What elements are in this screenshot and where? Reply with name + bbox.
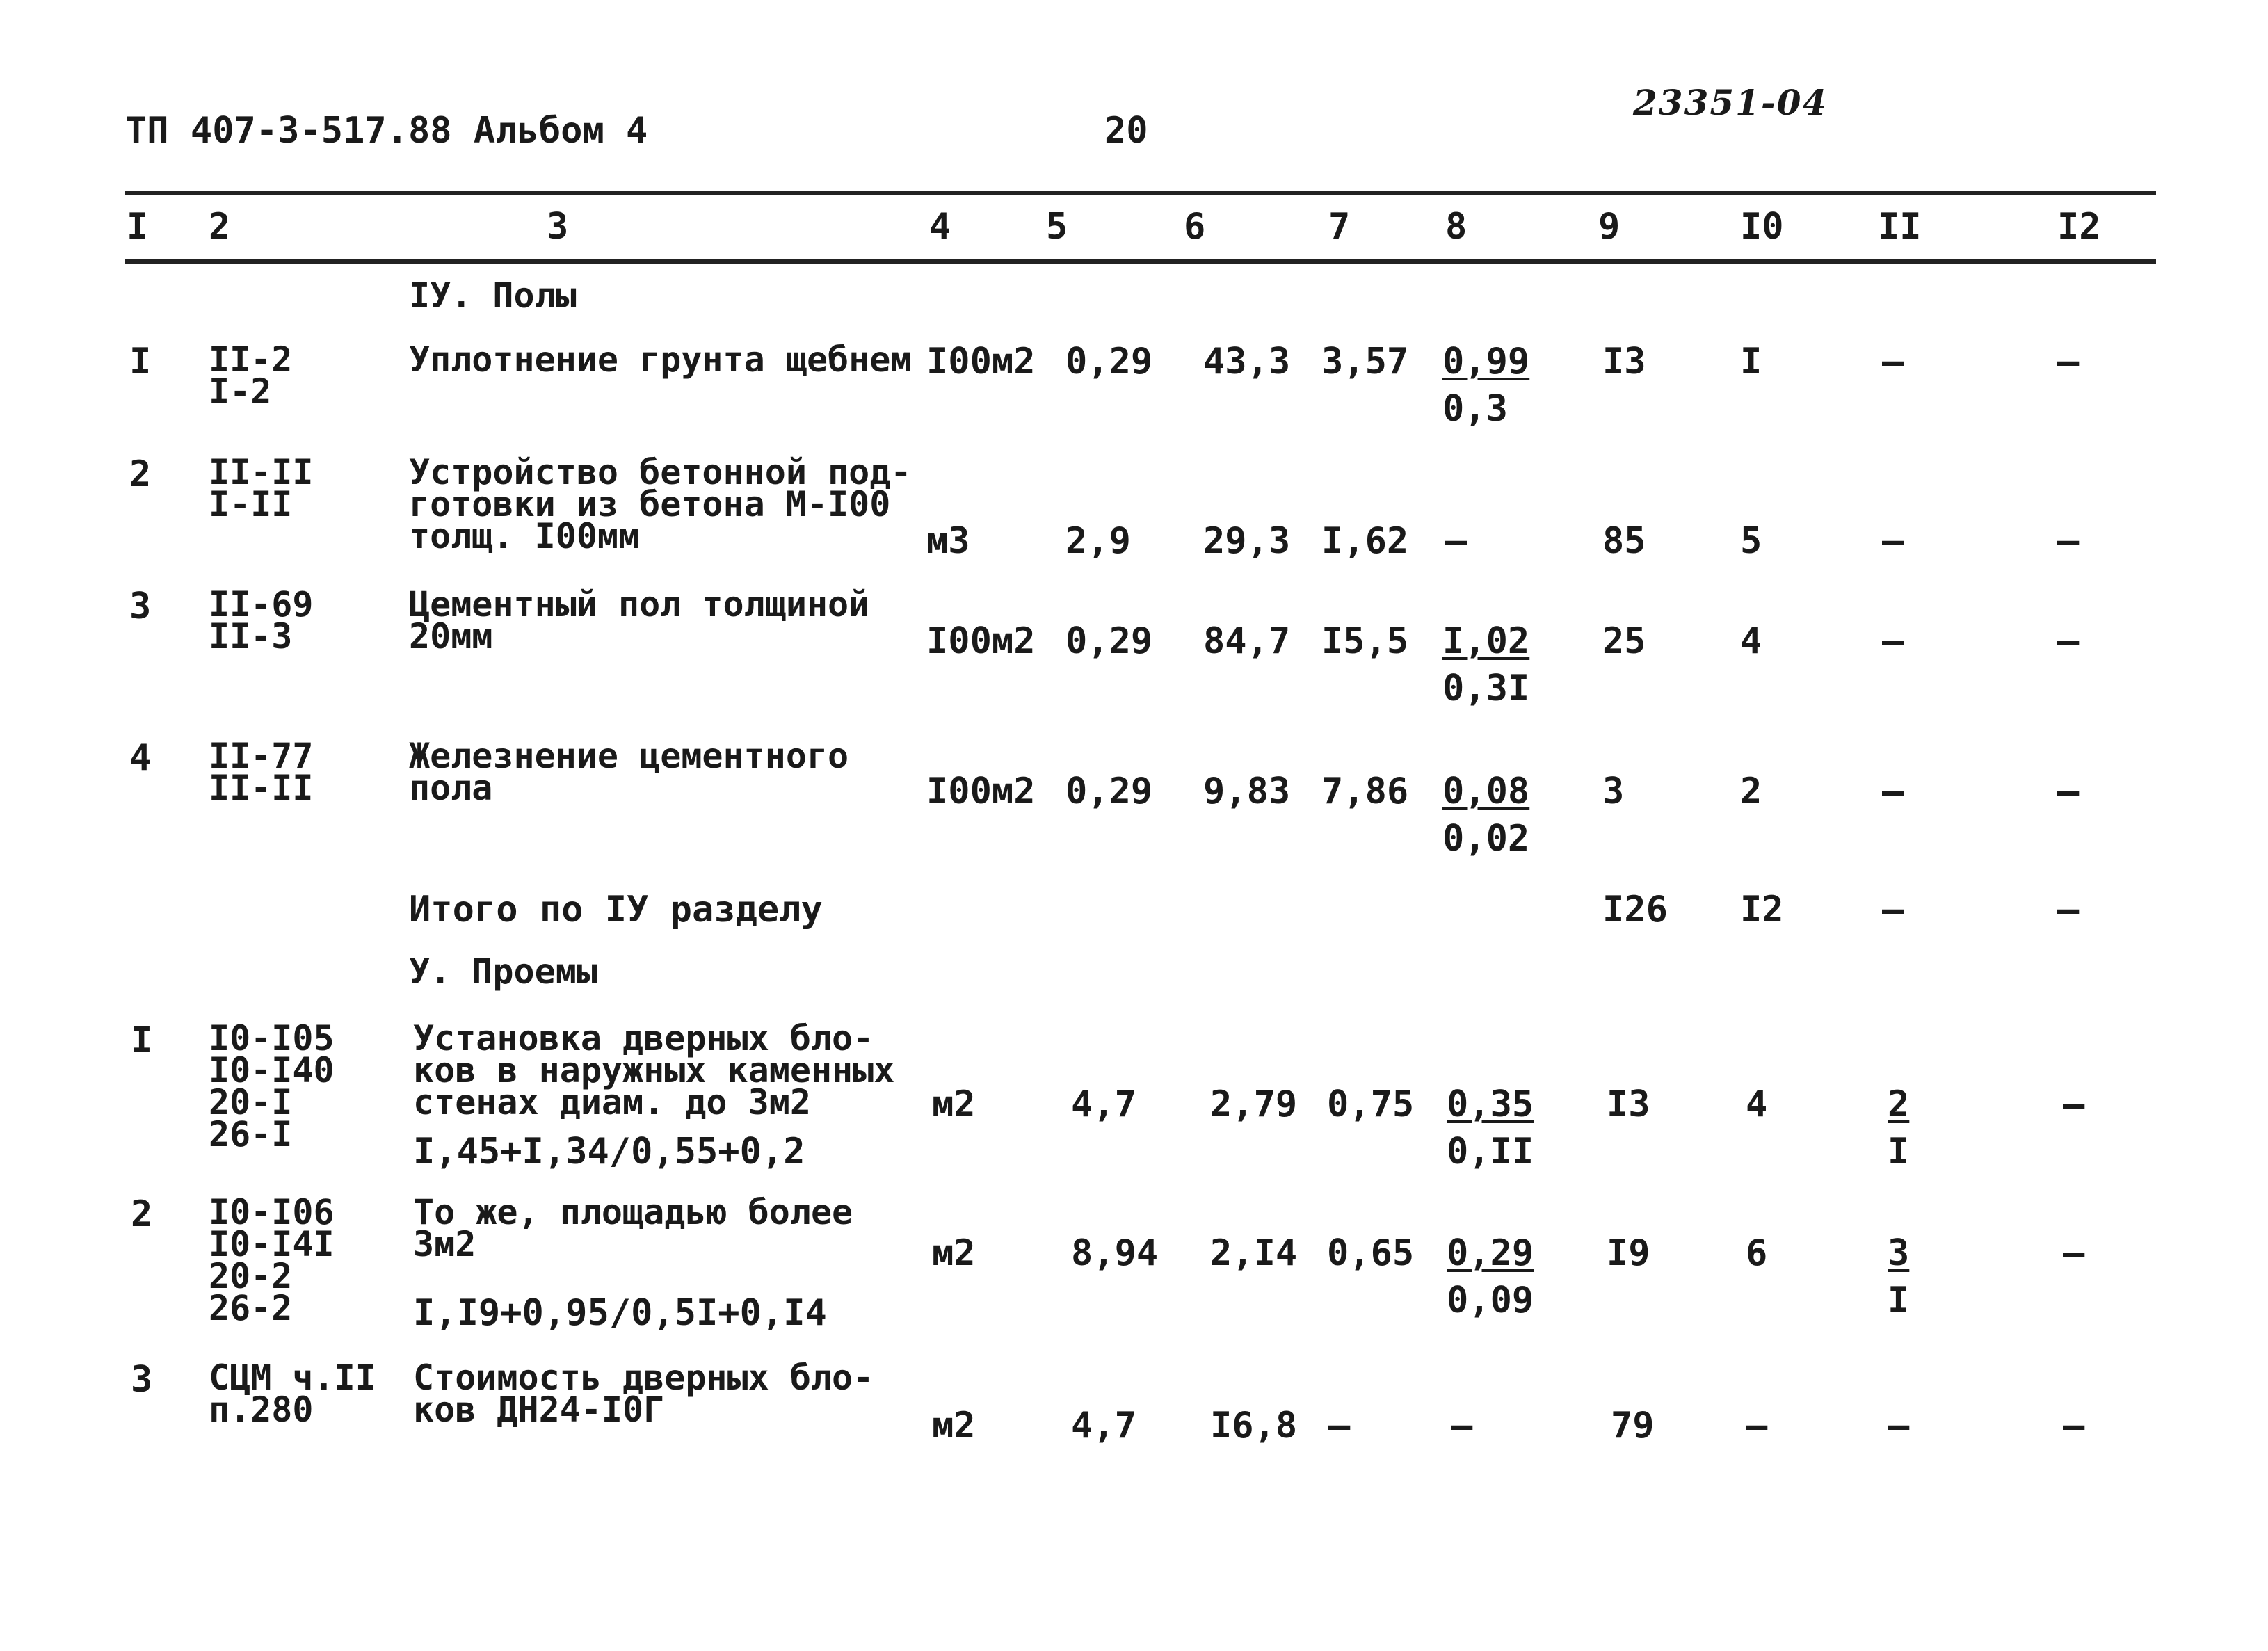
col-header-8: 8: [1445, 206, 1467, 248]
row-quantity: 2,9: [1065, 520, 1131, 562]
row-col9: 85: [1602, 520, 1646, 562]
row-unit: м2: [932, 1084, 976, 1125]
row-col8-fraction: $\frac{0,35}{0,II}$: [1447, 1084, 1534, 1173]
col-header-4: 4: [929, 206, 951, 248]
doc-code: ТП 407-3-517.88 Альбом 4: [125, 110, 648, 152]
row-col10: –: [1746, 1405, 1768, 1447]
row-col10: 2: [1740, 771, 1762, 812]
row-col10: I: [1740, 341, 1762, 382]
row-number: I: [129, 341, 152, 382]
row-col9: 3: [1602, 771, 1625, 812]
row-formula: I,I9+0,95/0,5I+0,I4: [413, 1292, 827, 1334]
total-col11: –: [1882, 889, 1904, 931]
row-col7: 0,65: [1327, 1232, 1415, 1274]
row-codes: II-69 II-3: [209, 584, 314, 657]
row-col6: 2,79: [1210, 1084, 1298, 1125]
row-col6: 43,3: [1203, 341, 1291, 382]
row-col12: –: [2063, 1084, 2085, 1125]
row-col11: –: [1882, 620, 1904, 662]
row-col12: –: [2057, 620, 2080, 662]
total-col10: I2: [1740, 889, 1784, 931]
row-quantity: 0,29: [1065, 341, 1153, 382]
col-header-3: 3: [547, 206, 569, 248]
col-header-10: I0: [1740, 206, 1784, 248]
row-col12: –: [2063, 1405, 2085, 1447]
row-number: 2: [129, 453, 152, 495]
row-codes: II-2 I-2: [209, 339, 293, 412]
row-col6: 29,3: [1203, 520, 1291, 562]
page-number: 20: [1104, 110, 1148, 152]
row-col8: –: [1445, 520, 1467, 562]
row-col11-fraction: $\frac{2}{I}$: [1888, 1084, 1910, 1173]
row-col12: –: [2057, 341, 2080, 382]
col-header-11: II: [1878, 206, 1922, 248]
row-unit: м2: [932, 1405, 976, 1447]
row-number: 4: [129, 737, 152, 779]
row-col8-fraction: $\frac{0,29}{0,09}$: [1447, 1232, 1534, 1321]
row-description: Железнение цементного пола: [409, 736, 849, 808]
row-quantity: 4,7: [1071, 1084, 1136, 1125]
col-header-2: 2: [209, 206, 231, 248]
row-col12: –: [2057, 520, 2080, 562]
row-col11-fraction: $\frac{3}{I}$: [1888, 1232, 1910, 1321]
row-col9: 79: [1611, 1405, 1655, 1447]
total-col9: I26: [1602, 889, 1668, 931]
row-col6: I6,8: [1210, 1405, 1298, 1447]
row-unit: м3: [926, 520, 970, 562]
row-col6: 2,I4: [1210, 1232, 1298, 1274]
row-col9: I3: [1607, 1084, 1650, 1125]
col-header-6: 6: [1184, 206, 1206, 248]
row-col11: –: [1888, 1405, 1910, 1447]
col-header-7: 7: [1328, 206, 1351, 248]
row-col7: I,62: [1321, 520, 1409, 562]
row-unit: I00м2: [926, 620, 1036, 662]
row-col9: I9: [1607, 1232, 1650, 1274]
row-quantity: 0,29: [1065, 771, 1153, 812]
table-header-rule: [125, 259, 2156, 264]
row-col8-fraction: $\frac{I,02}{0,3I}$: [1442, 620, 1530, 709]
row-col11: –: [1882, 520, 1904, 562]
row-col12: –: [2063, 1232, 2085, 1274]
row-col7: I5,5: [1321, 620, 1409, 662]
col-header-9: 9: [1598, 206, 1620, 248]
row-codes: II-77 II-II: [209, 736, 314, 808]
row-description: Цементный пол толщиной 20мм: [409, 584, 870, 657]
row-description: То же, площадью более 3м2: [413, 1192, 853, 1264]
handwritten-reference: 23351-04: [1633, 82, 1828, 123]
row-col10: 5: [1740, 520, 1762, 562]
section-title: IУ. Полы: [409, 275, 577, 316]
row-quantity: 8,94: [1071, 1232, 1159, 1274]
row-unit: I00м2: [926, 341, 1036, 382]
section-title: У. Проемы: [409, 951, 597, 992]
row-col7: 3,57: [1321, 341, 1409, 382]
row-col10: 6: [1746, 1232, 1768, 1274]
row-number: 3: [131, 1359, 153, 1401]
col-header-12: I2: [2057, 206, 2101, 248]
row-description: Уплотнение грунта щебнем: [409, 339, 912, 380]
row-col12: –: [2057, 771, 2080, 812]
col-header-1: I: [127, 206, 149, 248]
row-quantity: 4,7: [1071, 1405, 1136, 1447]
row-col7: –: [1328, 1405, 1351, 1447]
row-codes: I0-I05 I0-I40 20-I 26-I: [209, 1018, 335, 1154]
row-unit: м2: [932, 1232, 976, 1274]
row-unit: I00м2: [926, 771, 1036, 812]
row-number: 2: [131, 1193, 153, 1235]
row-codes: СЦМ ч.II п.280: [209, 1358, 376, 1430]
total-col12: –: [2057, 889, 2080, 931]
total-label: Итого по IУ разделу: [409, 889, 823, 931]
row-col11: –: [1882, 771, 1904, 812]
row-description: Стоимость дверных бло- ков ДН24-I0Г: [413, 1358, 874, 1430]
row-col7: 7,86: [1321, 771, 1409, 812]
row-description: Устройство бетонной под- готовки из бетона М-I00 толщ. I00мм: [409, 452, 912, 556]
row-col11: –: [1882, 341, 1904, 382]
row-col6: 9,83: [1203, 771, 1291, 812]
row-col7: 0,75: [1327, 1084, 1415, 1125]
row-description: Установка дверных бло- ков в наружных каменных стенах диам. до 3м2: [413, 1018, 895, 1122]
row-number: 3: [129, 586, 152, 627]
row-codes: II-II I-II: [209, 452, 314, 524]
row-col9: 25: [1602, 620, 1646, 662]
col-header-5: 5: [1046, 206, 1068, 248]
row-col8-fraction: $\frac{0,08}{0,02}$: [1442, 771, 1530, 860]
row-col9: I3: [1602, 341, 1646, 382]
row-col10: 4: [1740, 620, 1762, 662]
row-col10: 4: [1746, 1084, 1768, 1125]
table-top-rule: [125, 191, 2156, 195]
row-formula: I,45+I,34/0,55+0,2: [413, 1131, 805, 1173]
row-col8-fraction: $\frac{0,99}{0,3}$: [1442, 341, 1530, 430]
row-quantity: 0,29: [1065, 620, 1153, 662]
row-col8: –: [1451, 1405, 1473, 1447]
row-codes: I0-I06 I0-I4I 20-2 26-2: [209, 1192, 335, 1328]
row-number: I: [131, 1020, 153, 1061]
row-col6: 84,7: [1203, 620, 1291, 662]
